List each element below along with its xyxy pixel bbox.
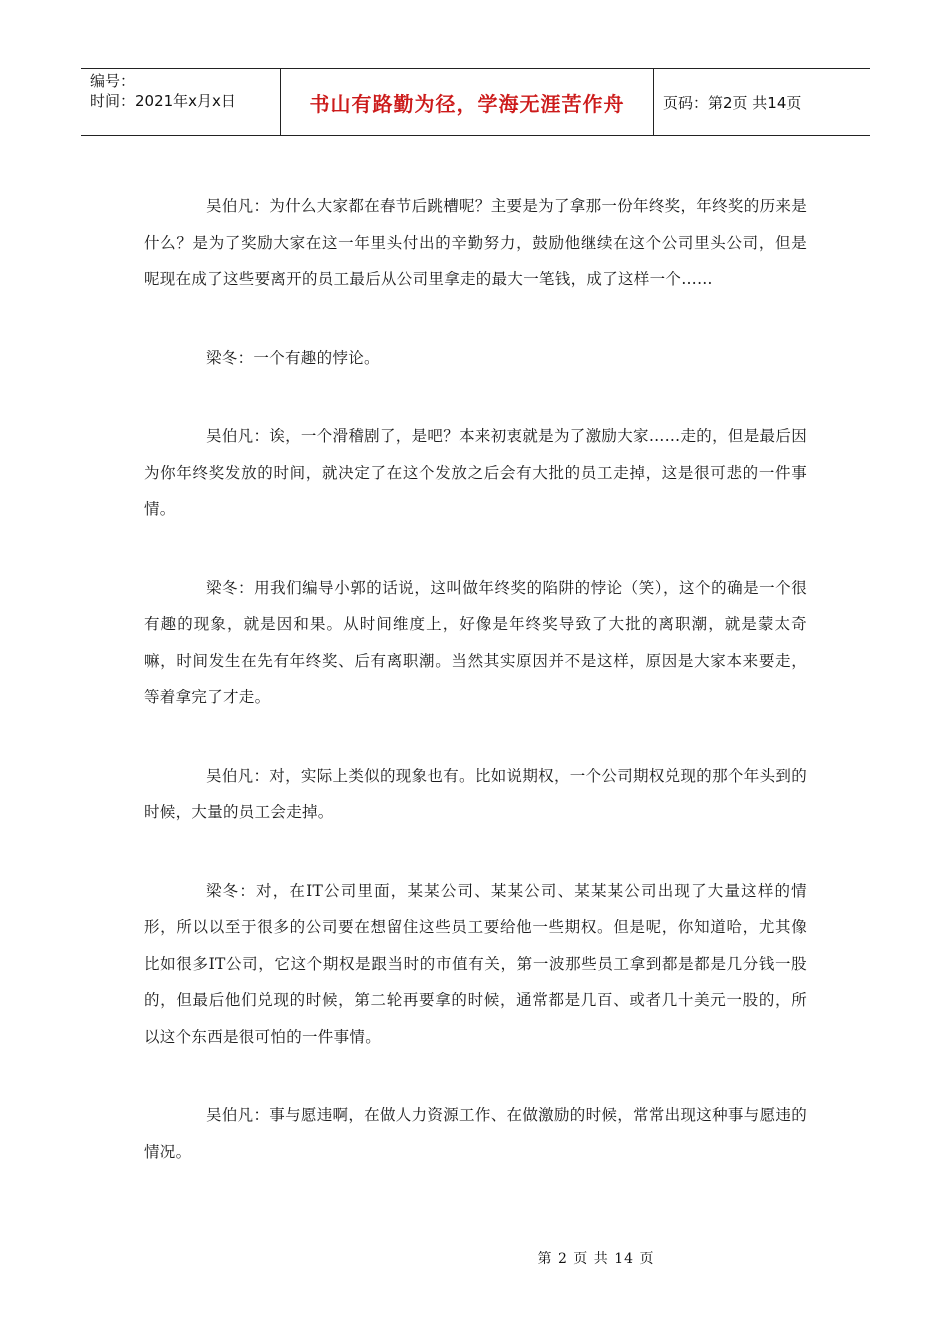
dialogue-paragraph: 吴伯凡：事与愿违啊，在做人力资源工作、在做激励的时候，常常出现这种事与愿违的情况。 [144,1106,807,1161]
dialogue-paragraph: 梁冬：用我们编导小郭的话说，这叫做年终奖的陷阱的悖论（笑），这个的确是一个很有趣的现象，就是因和果。从时间维度上，好像是年终奖导致了大批的离职潮，就是蒙太奇嘛，时间发生在先有年终奖、后有离职潮。当然其实原因并不是这样，原因是大家本来要走，等着拿完了才走。 [144,578,807,706]
dialogue-paragraph: 吴伯凡：为什么大家都在春节后跳槽呢？主要是为了拿那一份年终奖，年终奖的历来是什么？是为了奖励大家在这一年里头付出的辛勤努力，鼓励他继续在这个公司里头公司，但是呢现在成了这些要离开的员工最后从公司里拿走的最大一笔钱，成了这样一个…… [144,197,807,288]
dialogue-paragraph: 吴伯凡：诶，一个滑稽剧了，是吧？本来初衷就是为了激励大家……走的，但是最后因为你年终奖发放的时间，就决定了在这个发放之后会有大批的员工走掉，这是很可悲的一件事情。 [144,427,807,518]
serial-number-label: 编号： [90,72,136,90]
header-meta-cell [81,69,281,135]
dialogue-paragraph: 梁冬：对，在IT公司里面，某某公司、某某公司、某某某公司出现了大量这样的情形，所以以至于很多的公司要在想留住这些员工要给他一些期权。但是呢，你知道哈，尤其像比如很多IT公司，它这个期权是跟当时的市值有关，第一波那些员工拿到都是都是几分钱一股的，但最后他们兑现的时候，第二轮再要拿的时候，通常都是几百、或者几十美元一股的，所以这个东西是很可怕的一件事情。 [144,881,807,1046]
dialogue-paragraph: 吴伯凡：对，实际上类似的现象也有。比如说期权，一个公司期权兑现的那个年头到的时候，大量的员工会走掉。 [144,766,807,821]
header-page-info: 页码：第2页 共14页 [663,93,802,112]
document-body [144,188,807,1212]
dialogue-paragraph: 梁冬：一个有趣的悖论。 [206,348,380,367]
header-motto: 书山有路勤为径，学海无涯苦作舟 [281,69,654,135]
page-footer: 第 2 页 共 14 页 [537,1251,655,1267]
document-header [81,68,870,136]
date-label: 时间：2021年x月x日 [90,92,236,110]
